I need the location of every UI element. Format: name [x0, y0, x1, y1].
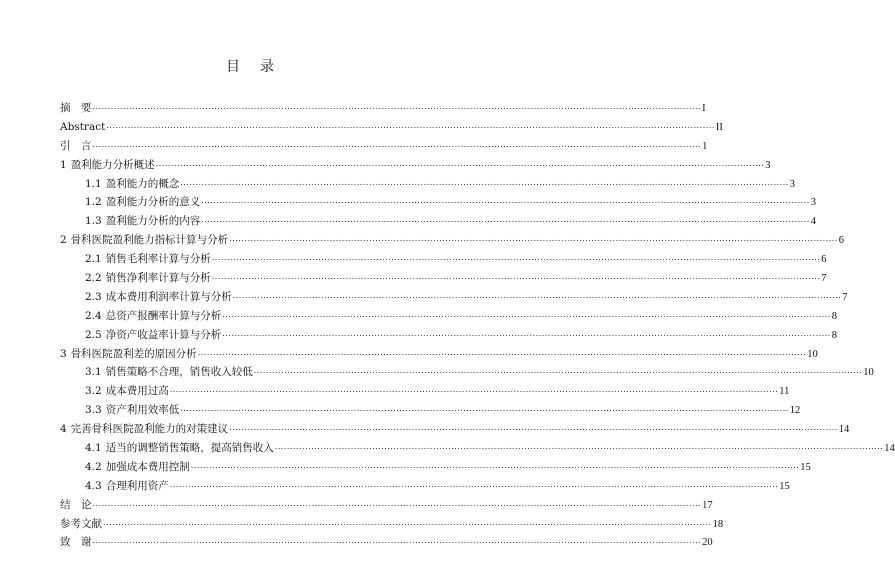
toc-entry-label: 骨科医院盈利差的原因分析: [70, 347, 197, 360]
dot-leader: ........................................................................................................................................................................................................: [201, 196, 810, 206]
toc-entry-label: 结 论: [60, 498, 92, 511]
toc-entry-label: 净资产收益率计算与分析: [105, 328, 222, 341]
toc-entry-label: 参考文献: [60, 517, 102, 530]
dot-leader: ........................................................................................................................................................................................................: [229, 423, 838, 433]
dot-leader: ........................................................................................................................................................................................................: [222, 309, 831, 319]
dot-leader: ........................................................................................................................................................................................................: [103, 517, 712, 527]
dot-leader: ........................................................................................................................................................................................................: [190, 460, 800, 470]
toc-entry[interactable]: [60, 269, 827, 288]
toc-entry-number: 3: [60, 347, 67, 360]
toc-entry-page: 3: [765, 159, 771, 171]
toc-entry-number: 3.1: [85, 366, 102, 379]
toc-entry-number: 2.5: [85, 328, 102, 341]
toc-entry-page: 3: [789, 178, 796, 190]
toc-entry-page: 15: [779, 480, 790, 492]
dot-leader: ........................................................................................................................................................................................................: [92, 498, 702, 508]
toc-entry-page: 14: [838, 424, 850, 436]
toc-entry[interactable]: [60, 382, 790, 401]
toc-entry-page: 18: [712, 518, 724, 530]
toc-entry-page: 7: [842, 291, 848, 303]
dot-leader: ........................................................................................................................................................................................................: [201, 215, 810, 225]
toc-entry-label: 适当的调整销售策略，提高销售收入: [105, 442, 274, 455]
toc-entry[interactable]: [60, 515, 724, 534]
toc-entry-label: 成本费用过高: [105, 385, 169, 398]
dot-leader: ........................................................................................................................................................................................................: [180, 404, 789, 414]
toc-entry-label: 骨科医院盈利能力指标计算与分析: [70, 234, 229, 247]
toc-entry-page: 6: [821, 254, 827, 266]
toc-entry-label: 盈利能力的概念: [105, 177, 180, 190]
toc-entry[interactable]: [60, 250, 827, 269]
dot-leader: ........................................................................................................................................................................................................: [169, 479, 779, 489]
toc-entry[interactable]: [60, 288, 848, 307]
toc-entry-page: 20: [702, 537, 713, 549]
dot-leader: ........................................................................................................................................................................................................: [169, 385, 779, 395]
toc-entry-label: 销售净利率计算与分析: [105, 272, 211, 285]
toc-entry-page: I: [702, 103, 706, 114]
toc-entry[interactable]: [60, 99, 706, 118]
toc-entry-page: 17: [702, 499, 713, 511]
dot-leader: ........................................................................................................................................................................................................: [155, 158, 765, 168]
toc-entry-label: 资产利用效率低: [105, 404, 180, 417]
toc-entry-page: 4: [810, 216, 817, 228]
toc-entry-label: 加强成本费用控制: [105, 460, 190, 473]
toc-entry[interactable]: [60, 458, 811, 477]
toc-entry-number: 1: [60, 158, 67, 171]
toc-entry-page: 8: [831, 329, 838, 341]
toc-entry-page: 14: [884, 443, 895, 455]
toc-entry-page: 1: [702, 140, 708, 152]
toc-entry[interactable]: [60, 156, 771, 175]
dot-leader: ........................................................................................................................................................................................................: [92, 139, 702, 149]
toc-entry-number: 2.2: [85, 272, 102, 285]
toc-entry-number: 2.3: [85, 290, 102, 303]
toc-entry[interactable]: [60, 326, 838, 345]
toc-entry-label: 完善骨科医院盈利能力的对策建议: [70, 423, 229, 436]
toc-entry-label: 合理利用资产: [105, 479, 169, 492]
table-of-contents: [60, 99, 895, 552]
toc-entry-label: 成本费用利润率计算与分析: [105, 290, 232, 303]
toc-title: [0, 58, 500, 76]
toc-entry[interactable]: [60, 307, 838, 326]
toc-entry[interactable]: [60, 175, 796, 194]
dot-leader: ........................................................................................................................................................................................................: [180, 177, 789, 187]
toc-entry[interactable]: [60, 118, 723, 137]
toc-entry-number: 1.2: [85, 196, 102, 209]
toc-entry-number: 4: [60, 423, 67, 436]
toc-entry-label: 销售策略不合理，销售收入较低: [105, 366, 253, 379]
toc-title-right: 录: [260, 59, 274, 75]
toc-entry[interactable]: [60, 533, 713, 552]
toc-entry-label: 盈利能力分析的意义: [105, 196, 201, 209]
toc-entry[interactable]: [60, 420, 850, 439]
toc-entry[interactable]: [60, 439, 895, 458]
toc-entry[interactable]: [60, 401, 801, 420]
toc-entry-page: 3: [810, 197, 817, 209]
toc-entry-label: 盈利能力分析的内容: [105, 215, 201, 228]
toc-entry-number: 2.4: [85, 309, 102, 322]
toc-entry-page: 7: [821, 273, 827, 285]
toc-entry-number: 1.1: [85, 177, 102, 190]
toc-entry-page: II: [715, 121, 723, 133]
toc-entry-number: 2.1: [85, 253, 102, 266]
toc-entry-page: 8: [831, 310, 838, 322]
dot-leader: ........................................................................................................................................................................................................: [211, 253, 821, 263]
dot-leader: ........................................................................................................................................................................................................: [197, 347, 807, 357]
dot-leader: ........................................................................................................................................................................................................: [229, 234, 838, 244]
toc-entry-label: 总资产报酬率计算与分析: [105, 309, 222, 322]
toc-entry-number: 4.3: [85, 479, 102, 492]
toc-entry-number: 4.1: [85, 442, 102, 455]
toc-entry-label: 盈利能力分析概述: [70, 158, 155, 171]
dot-leader: ........................................................................................................................................................................................................: [274, 442, 884, 452]
toc-entry-page: 12: [789, 405, 801, 417]
toc-entry-number: 2: [60, 234, 67, 247]
dot-leader: ........................................................................................................................................................................................................: [92, 102, 702, 111]
toc-entry-label: 销售毛利率计算与分析: [105, 253, 211, 266]
toc-entry-label: Abstract: [60, 120, 106, 133]
toc-entry[interactable]: [60, 477, 790, 496]
toc-entry[interactable]: [60, 137, 708, 156]
toc-entry-page: 11: [779, 386, 790, 398]
toc-entry[interactable]: [60, 231, 845, 250]
toc-entry-number: 1.3: [85, 215, 102, 228]
dot-leader: ........................................................................................................................................................................................................: [106, 120, 715, 130]
toc-entry[interactable]: [60, 193, 817, 212]
dot-leader: ........................................................................................................................................................................................................: [222, 328, 831, 338]
toc-entry-page: 15: [800, 461, 811, 473]
toc-entry-label: 摘 要: [60, 102, 92, 114]
toc-entry-number: 3.3: [85, 404, 102, 417]
toc-entry[interactable]: [60, 363, 874, 382]
dot-leader: ........................................................................................................................................................................................................: [92, 536, 702, 546]
toc-entry-page: 10: [807, 348, 818, 360]
dot-leader: ........................................................................................................................................................................................................: [211, 272, 821, 282]
toc-entry[interactable]: [60, 212, 817, 231]
toc-entry-label: 引 言: [60, 139, 92, 152]
toc-entry-page: 6: [838, 235, 845, 247]
toc-title-left: 目: [226, 59, 240, 75]
dot-leader: ........................................................................................................................................................................................................: [253, 366, 863, 376]
toc-entry-label: 致 谢: [60, 536, 92, 549]
toc-entry[interactable]: [60, 345, 818, 364]
dot-leader: ........................................................................................................................................................................................................: [232, 290, 842, 300]
toc-entry-page: 10: [863, 367, 874, 379]
toc-entry-number: 4.2: [85, 460, 102, 473]
toc-entry-number: 3.2: [85, 385, 102, 398]
toc-entry[interactable]: [60, 496, 713, 515]
